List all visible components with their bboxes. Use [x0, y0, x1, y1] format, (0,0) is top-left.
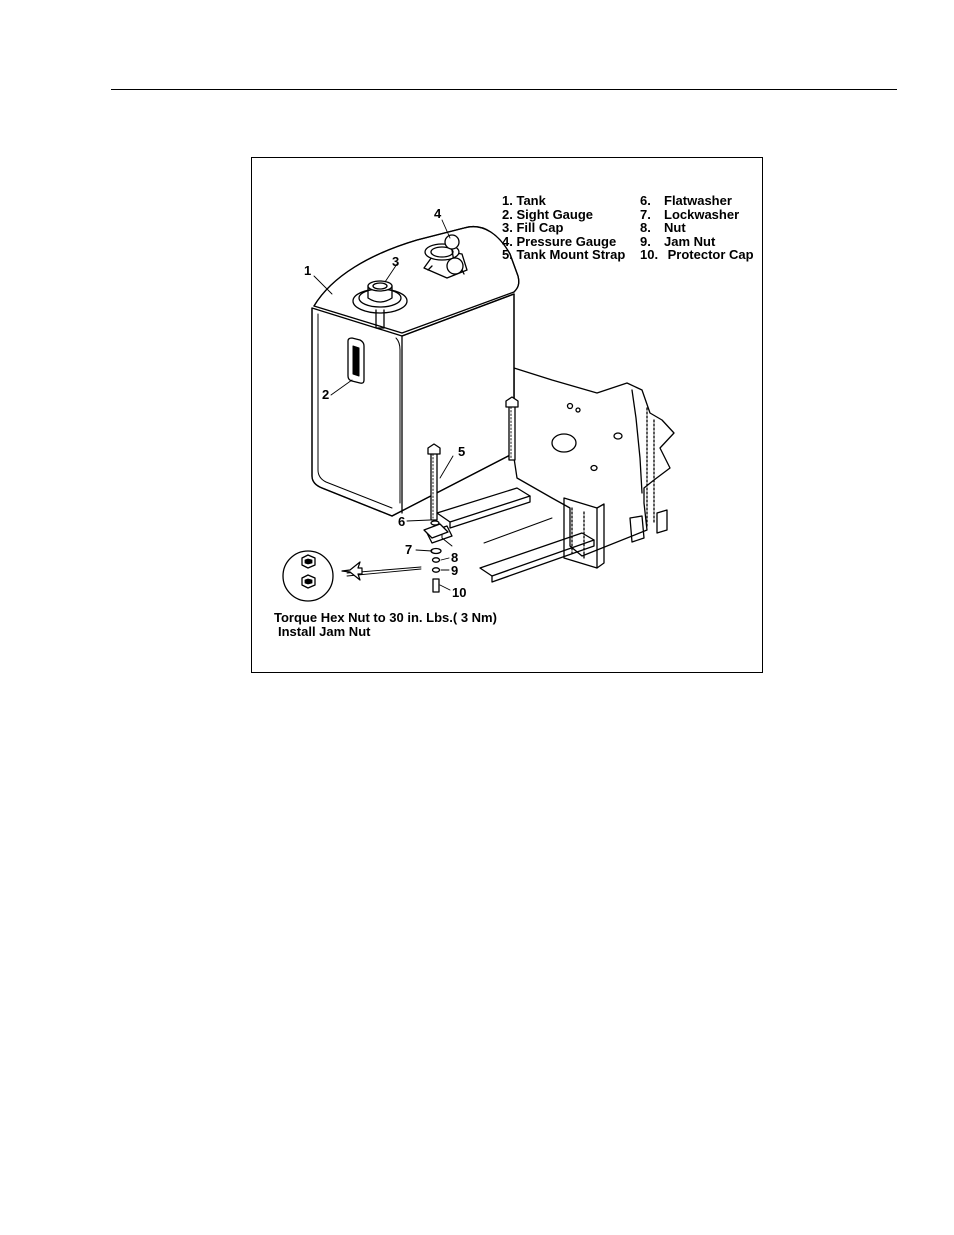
header-rule	[111, 89, 897, 90]
callout-5: 5	[458, 444, 466, 459]
legend-column-2	[640, 194, 754, 262]
callout-10: 10	[452, 585, 467, 600]
legend-item-7: 7. Lockwasher	[640, 206, 740, 222]
torque-note-line-2: Install Jam Nut	[278, 624, 371, 639]
callout-2: 2	[322, 387, 330, 402]
legend-item-3: 3. Fill Cap	[502, 220, 564, 236]
detail-circle	[283, 551, 333, 601]
callout-4: 4	[434, 206, 442, 221]
legend-column-1	[502, 194, 625, 262]
torque-note-line-1: Torque Hex Nut to 30 in. Lbs.( 3 Nm)	[274, 610, 497, 625]
callout-1: 1	[304, 263, 312, 278]
legend-item-1: 1. Tank	[502, 193, 546, 208]
callout-7: 7	[405, 542, 413, 557]
callout-9: 9	[451, 563, 459, 578]
sight-gauge	[348, 338, 364, 383]
legend-item-8: 8. Nut	[640, 220, 686, 236]
legend-item-6: 6. Flatwasher	[640, 193, 732, 208]
legend-item-4: 4. Pressure Gauge	[502, 233, 617, 249]
torque-note	[274, 611, 497, 639]
callout-3: 3	[392, 254, 400, 269]
legend-item-2: 2. Sight Gauge	[502, 206, 594, 222]
mounting-bracket	[514, 368, 674, 556]
callout-8: 8	[451, 550, 459, 565]
legend-item-5: 5. Tank Mount Strap	[502, 247, 626, 263]
hardware-stack	[424, 521, 448, 592]
callout-6: 6	[398, 514, 406, 529]
figure-frame	[251, 157, 763, 673]
tank-body	[312, 227, 519, 516]
legend-item-10: 10. Protector Cap	[640, 247, 754, 263]
legend-item-9: 9. Jam Nut	[640, 233, 716, 249]
detail-arrow	[342, 562, 362, 580]
